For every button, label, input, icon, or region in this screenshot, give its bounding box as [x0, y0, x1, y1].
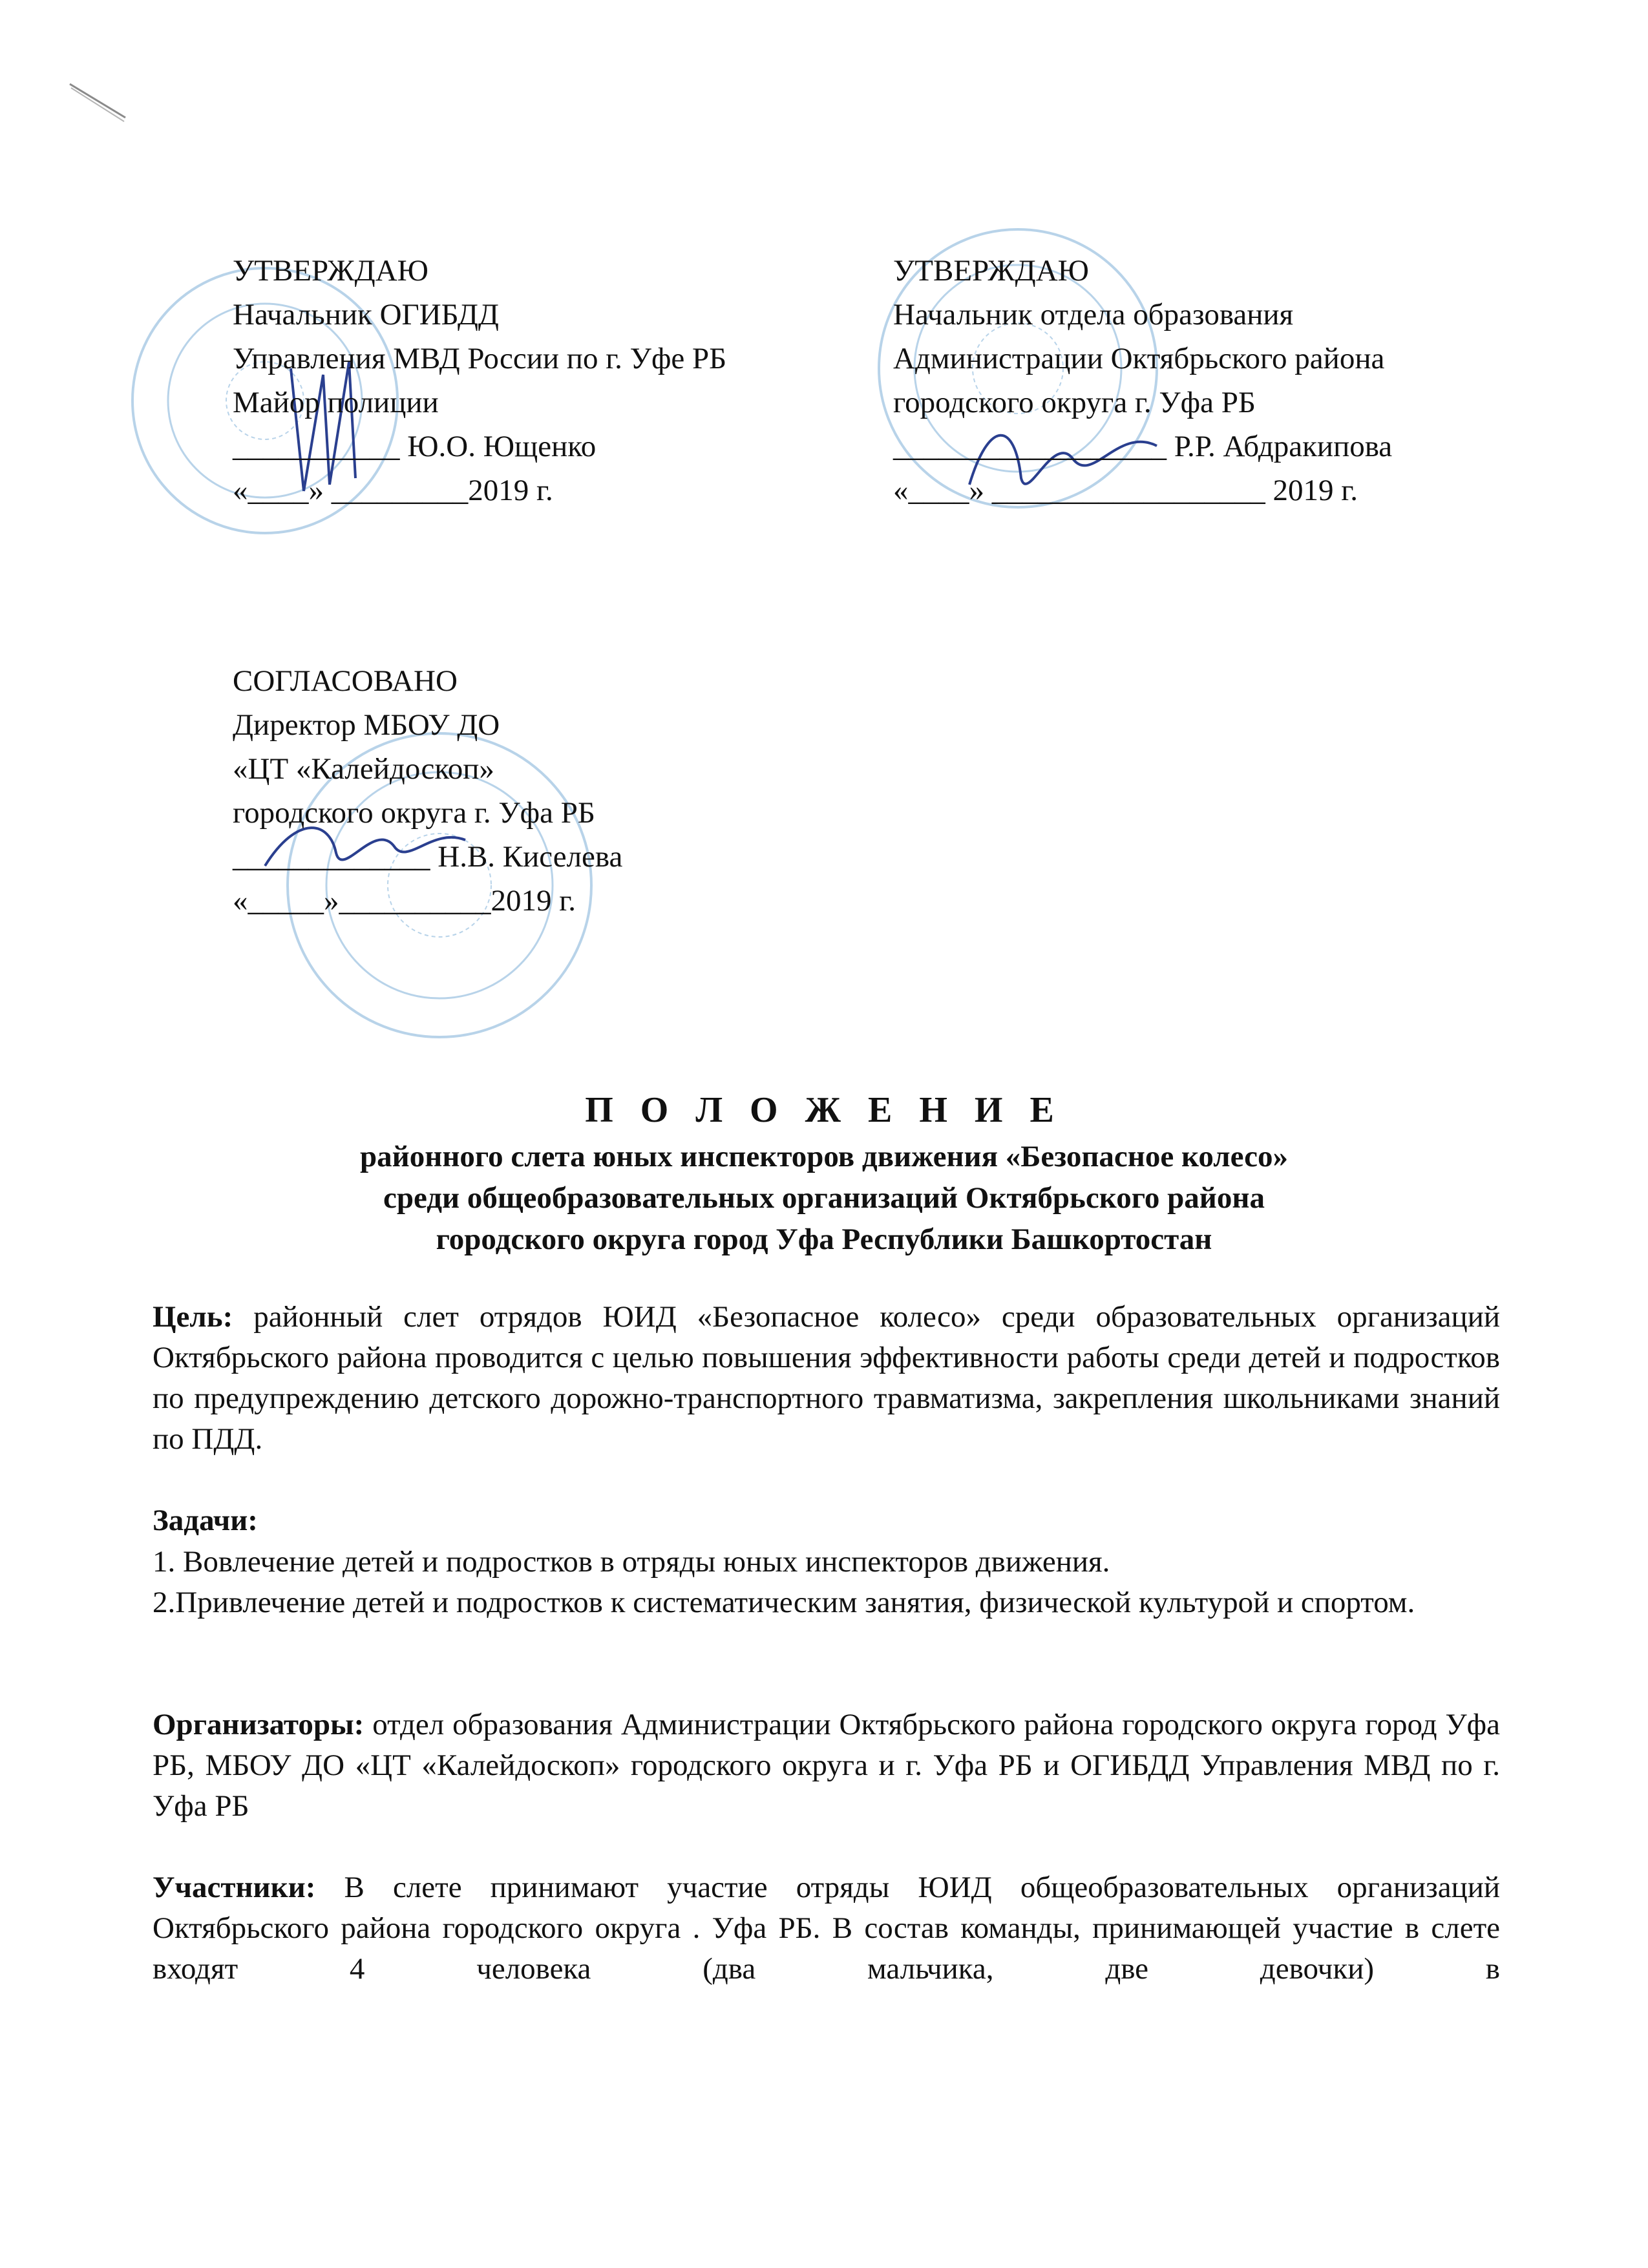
- organizers-text: отдел образования Администрации Октябрьского района городского округа город Уфа РБ, МБОУ ДО «ЦТ «Калейдоскоп» городского округа и г. Уфа РБ и ОГИБДД Управления МВД по г. Уфа РБ: [153, 1708, 1500, 1823]
- agreed-line: «ЦТ «Калейдоскоп»: [233, 752, 494, 786]
- approval-left-line: Начальник ОГИБДД: [233, 298, 499, 331]
- document-subtitle: [0, 1136, 1648, 1260]
- section-organizers: [153, 1705, 1500, 1827]
- approval-left-line: УТВЕРЖДАЮ: [233, 254, 428, 288]
- approval-right-signature-line: __________________ Р.Р. Абдракипова: [893, 430, 1393, 463]
- subtitle-line: районного слета юных инспекторов движения «Безопасное колесо»: [360, 1140, 1288, 1173]
- approval-right-line: городского округа г. Уфа РБ: [893, 386, 1256, 419]
- agreed-line: СОГЛАСОВАНО: [233, 664, 458, 698]
- task-item-2: 2.Привлечение детей и подростков к систематическим занятия, физической культурой и спортом.: [153, 1586, 1415, 1619]
- goal-text: районный слет отрядов ЮИД «Безопасное колесо» среди образовательных организаций Октябрьского района проводится с целью повышения эффективности работы среди детей и подростков по предупреждению детского дорожно-транспортного травматизма, закрепления школьниками знаний по ПДД.: [153, 1300, 1500, 1456]
- task-item-1: 1. Вовлечение детей и подростков в отряды юных инспекторов движения.: [153, 1545, 1110, 1579]
- approval-right-date-line: «____» __________________ 2019 г.: [893, 474, 1358, 507]
- participants-text: В слете принимают участие отряды ЮИД общеобразовательных организаций Октябрьского района городского округа . Уфа РБ. В состав команды, принимающей участие в слете входят 4 человека (два мальчика, две девочки) в: [153, 1871, 1501, 1986]
- goal-label: Цель:: [153, 1300, 233, 1334]
- approval-block-traffic-police: [233, 249, 726, 512]
- organizers-label: Организаторы:: [153, 1708, 364, 1741]
- agreed-signature-line: _____________ Н.В. Киселева: [233, 840, 623, 874]
- approval-block-education-dept: [893, 249, 1392, 512]
- agreed-date-line: «_____»__________2019 г.: [233, 884, 576, 918]
- section-goal: [153, 1297, 1500, 1460]
- subtitle-line: городского округа город Уфа Республики Башкортостан: [436, 1223, 1212, 1256]
- approval-right-line: Администрации Октябрьского района: [893, 342, 1385, 375]
- approval-right-line: УТВЕРЖДАЮ: [893, 254, 1089, 288]
- approval-right-line: Начальник отдела образования: [893, 298, 1294, 331]
- participants-label: Участники:: [153, 1871, 316, 1904]
- approval-left-line: Майор полиции: [233, 386, 439, 419]
- agreed-line: Директор МБОУ ДО: [233, 708, 500, 742]
- agreement-block-school: [233, 659, 622, 923]
- scan-corner-mark: [67, 78, 132, 129]
- tasks-label: Задачи:: [153, 1504, 258, 1537]
- approval-left-date-line: «____» _________2019 г.: [233, 474, 553, 507]
- approval-left-line: Управления МВД России по г. Уфе РБ: [233, 342, 727, 375]
- approval-left-signature-line: ___________ Ю.О. Ющенко: [233, 430, 597, 463]
- section-tasks-heading: [153, 1500, 1500, 1541]
- document-title: П О Л О Ж Е Н И Е: [585, 1090, 1063, 1130]
- agreed-line: городского округа г. Уфа РБ: [233, 796, 595, 830]
- section-participants: [153, 1867, 1500, 1990]
- subtitle-line: среди общеобразовательных организаций Октябрьского района: [383, 1181, 1265, 1215]
